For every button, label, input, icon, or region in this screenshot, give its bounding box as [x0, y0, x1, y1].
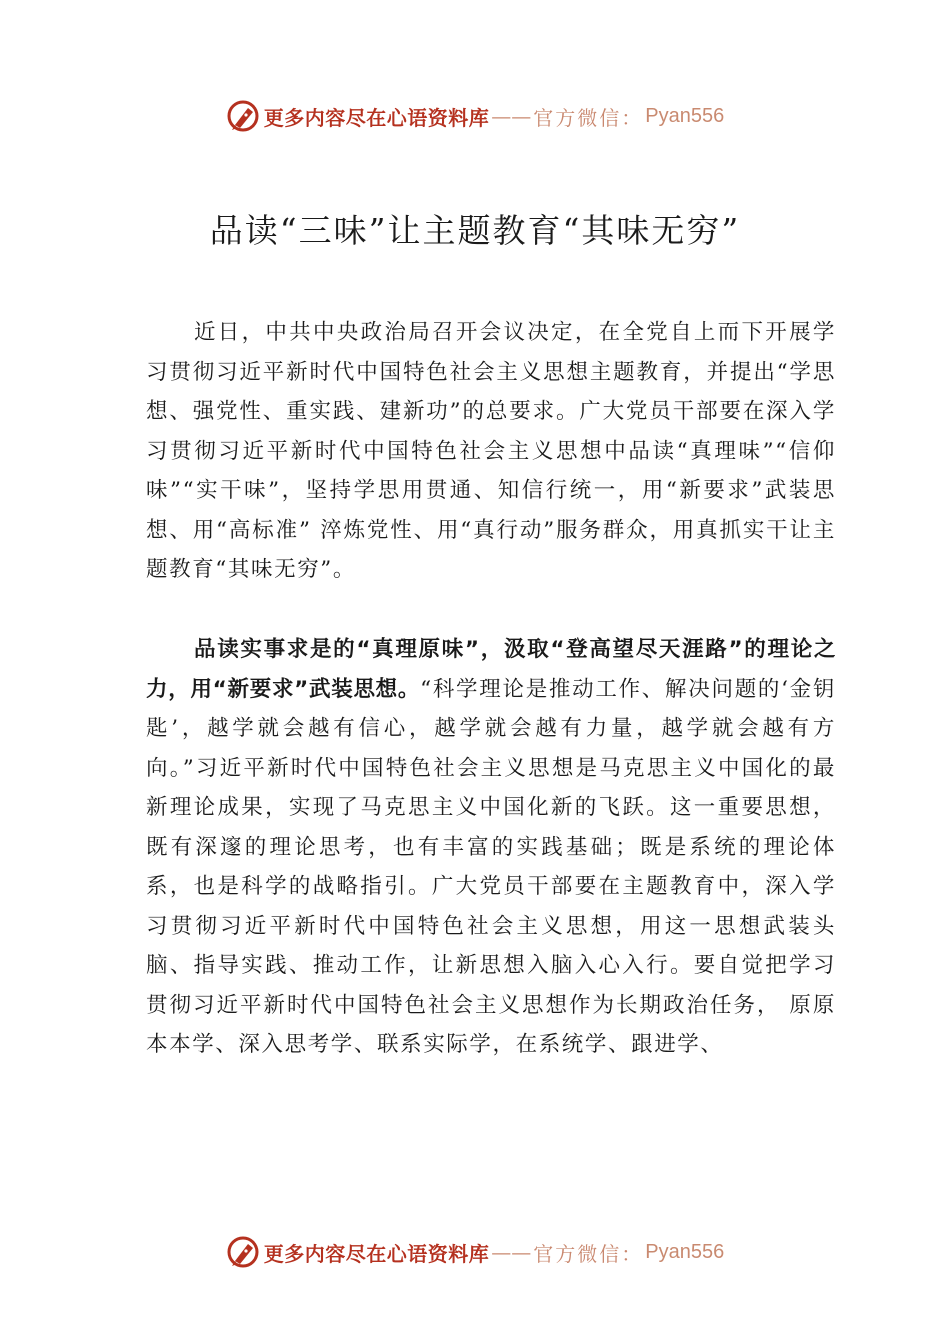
pen-nib-logo-icon: [226, 1235, 260, 1269]
paragraph-1: [146, 313, 836, 590]
banner-separator: ——: [491, 1240, 532, 1264]
document-title: 品读“三味”让主题教育“其味无穷”: [209, 211, 741, 250]
pen-nib-logo-icon: [226, 99, 260, 133]
paragraph-body: “科学理论是推动工作、解决问题的‘金钥匙’，越学就会越有信心，越学就会越有力量，越学就会越有方向。”习近平新时代中国特色社会主义思想是马克思主义中国化的最新理论成果，实现了马克思主义中国化新的飞跃。这一重要思想，既有深邃的理论思考，也有丰富的实践基础；既是系统的理论体系，也是科学的战略指引。广大党员干部要在主题教育中，深入学习贯彻习近平新时代中国特色社会主义思想，用这一思想武装头脑、指导实践、推动工作，让新思想入脑入心入行。要自觉把学习贯彻习近平新时代中国特色社会主义思想作为长期政治任务， 原原本本学、深入思考学、联系实际学，在系统学、跟进学、: [146, 676, 837, 1057]
banner-separator: ——: [491, 104, 532, 128]
banner-wechat-id: Pyan556: [645, 1240, 725, 1263]
banner-wechat-label: 官方微信：: [533, 1241, 644, 1266]
footer-banner: [0, 1232, 950, 1272]
paragraph-2: [146, 630, 836, 1065]
banner-brand-text: 更多内容尽在心语资料库: [263, 105, 490, 130]
banner-wechat-label: 官方微信：: [533, 105, 644, 130]
banner-wechat-id: Pyan556: [645, 104, 725, 127]
paragraph-lead: 品读实事求是的“真理原味”，汲取“登高望尽天涯路”的理论之力，用“新要求”武装思想。: [146, 637, 836, 702]
banner-brand-text: 更多内容尽在心语资料库: [263, 1241, 490, 1266]
header-banner: [0, 96, 950, 136]
paragraph-body: 近日，中共中央政治局召开会议决定，在全党自上而下开展学习贯彻习近平新时代中国特色社会主义思想主题教育，并提出“学思想、强党性、重实践、建新功”的总要求。广大党员干部要在深入学习贯彻习近平新时代中国特色社会主义思想中品读“真理味”“信仰味”“实干味”，坚持学思用贯通、知信行统一，用“新要求”武装思想、用“高标准” 淬炼党性、用“真行动”服务群众，用真抓实干让主题教育“其味无穷”。: [146, 320, 836, 582]
